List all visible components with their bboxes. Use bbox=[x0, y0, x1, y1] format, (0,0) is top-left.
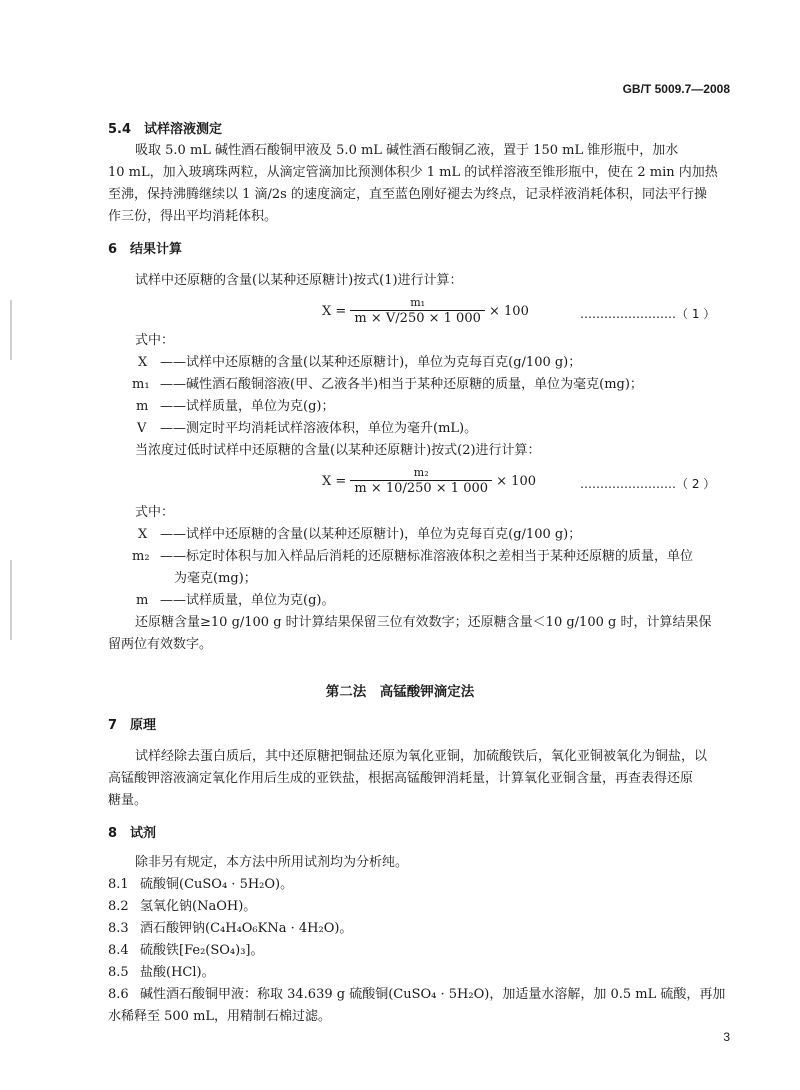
formula-1-multiplier: × 100 bbox=[489, 304, 529, 319]
item-8-1-number: 8.1 bbox=[108, 877, 129, 892]
def2-x-symbol: X bbox=[138, 527, 148, 542]
formula-1-number: ……………………（ 1 ） bbox=[580, 307, 716, 321]
section-5-4-heading: 5.4 试样溶液测定 bbox=[108, 122, 223, 137]
s7-line-1: 试样经除去蛋白质后，其中还原糖把铜盐还原为氧化亚铜，加硫酸铁后，氧化亚铜被氧化为铜盐，以 bbox=[135, 749, 708, 764]
item-8-3-number: 8.3 bbox=[108, 921, 129, 936]
s54-line-4: 作三份，得出平均消耗体积。 bbox=[108, 209, 278, 224]
item-8-2-text: 氢氧化钠(NaOH)。 bbox=[140, 899, 257, 914]
def1-m-text: ——试样质量，单位为克(g)； bbox=[160, 399, 335, 414]
formula-2-intro: 当浓度过低时试样中还原糖的含量(以某种还原糖计)按式(2)进行计算： bbox=[135, 443, 541, 458]
item-8-1-text: 硫酸铜(CuSO₄ · 5H₂O)。 bbox=[140, 877, 294, 892]
formula-1 bbox=[322, 296, 529, 327]
standard-number-header: GB/T 5009.7—2008 bbox=[622, 82, 730, 96]
item-8-4-text: 硫酸铁[Fe₂(SO₄)₃]。 bbox=[140, 943, 264, 958]
def1-m-symbol: m bbox=[136, 399, 149, 414]
formula-2-multiplier: × 100 bbox=[496, 474, 536, 489]
formula-2-fraction bbox=[350, 466, 492, 497]
s7-line-3: 糖量。 bbox=[108, 793, 148, 808]
item-8-3-text: 酒石酸钾钠(C₄H₄O₆KNa · 4H₂O)。 bbox=[140, 921, 353, 936]
def2-m-symbol: m bbox=[136, 593, 149, 608]
def2-m-text: ——试样质量，单位为克(g)。 bbox=[160, 593, 335, 608]
item-8-6-number: 8.6 bbox=[108, 987, 129, 1002]
def1-x-symbol: X bbox=[138, 355, 148, 370]
def1-m1-text: ——碱性酒石酸铜溶液(甲、乙液各半)相当于某种还原糖的质量，单位为毫克(mg)； bbox=[160, 377, 643, 392]
def1-v-symbol: V bbox=[137, 421, 147, 436]
precision-note-line-2: 留两位有效数字。 bbox=[108, 637, 213, 652]
s54-line-3: 至沸，保持沸腾继续以 1 滴/2s 的速度滴定，直至蓝色刚好褪去为终点，记录样液消耗体积，同法平行操 bbox=[108, 187, 707, 202]
formula-1-numerator: m₁ bbox=[350, 296, 484, 311]
formula-2-denominator: m × 10/250 × 1 000 bbox=[354, 481, 489, 496]
def2-m2-symbol: m₂ bbox=[132, 549, 150, 564]
formula-1-where: 式中： bbox=[135, 333, 175, 348]
formula-1-lhs: X = bbox=[322, 304, 347, 319]
section-6-heading: 6 结果计算 bbox=[108, 242, 183, 257]
page-number: 3 bbox=[723, 1030, 730, 1044]
scan-edge-mark bbox=[10, 560, 12, 640]
s8-intro: 除非另有规定，本方法中所用试剂均为分析纯。 bbox=[135, 855, 409, 870]
item-8-6-text: 碱性酒石酸铜甲液：称取 34.639 g 硫酸铜(CuSO₄ · 5H₂O)，加适量水溶解，加 0.5 mL 硫酸，再加 bbox=[140, 987, 726, 1002]
formula-2-lhs: X = bbox=[322, 474, 347, 489]
def2-m2-continuation: 为毫克(mg)； bbox=[174, 571, 257, 586]
formula-1-intro: 试样中还原糖的含量(以某种还原糖计)按式(1)进行计算： bbox=[135, 273, 463, 288]
item-8-5-number: 8.5 bbox=[108, 965, 129, 980]
item-8-4-number: 8.4 bbox=[108, 943, 129, 958]
formula-1-denominator: m × V/250 × 1 000 bbox=[354, 311, 481, 326]
s54-line-1: 吸取 5.0 mL 碱性酒石酸铜甲液及 5.0 mL 碱性酒石酸铜乙液，置于 150 mL 锥形瓶中，加水 bbox=[135, 143, 679, 158]
formula-2-numerator: m₂ bbox=[350, 466, 492, 481]
s54-line-2: 10 mL，加入玻璃珠两粒，从滴定管滴加比预测体积少 1 mL 的试样溶液至锥形瓶中，使在 2 min 内加热 bbox=[108, 165, 718, 180]
item-8-2-number: 8.2 bbox=[108, 899, 129, 914]
s7-line-2: 高锰酸钾溶液滴定氧化作用后生成的亚铁盐，根据高锰酸钾消耗量，计算氧化亚铜含量，再查表得还原 bbox=[108, 771, 694, 786]
item-8-6-continuation: 水稀释至 500 mL，用精制石棉过滤。 bbox=[108, 1009, 332, 1024]
def1-m1-symbol: m₁ bbox=[132, 377, 150, 392]
formula-1-fraction bbox=[350, 296, 484, 327]
scan-edge-mark bbox=[10, 300, 12, 360]
def2-x-text: ——试样中还原糖的含量(以某种还原糖计)，单位为克每百克(g/100 g)； bbox=[160, 527, 582, 542]
def1-x-text: ——试样中还原糖的含量(以某种还原糖计)，单位为克每百克(g/100 g)； bbox=[160, 355, 582, 370]
section-7-heading: 7 原理 bbox=[108, 718, 157, 733]
def1-v-text: ——测定时平均消耗试样溶液体积，单位为毫升(mL)。 bbox=[160, 421, 478, 436]
precision-note-line-1: 还原糖含量≥10 g/100 g 时计算结果保留三位有效数字；还原糖含量＜10 g/100 g 时，计算结果保 bbox=[135, 615, 712, 630]
formula-2-where: 式中： bbox=[135, 505, 175, 520]
formula-2 bbox=[322, 466, 536, 497]
formula-2-number: ……………………（ 2 ） bbox=[580, 477, 716, 491]
def2-m2-text: ——标定时体积与加入样品后消耗的还原糖标准溶液体积之差相当于某种还原糖的质量，单位 bbox=[160, 549, 694, 564]
method-2-title: 第二法 高锰酸钾滴定法 bbox=[325, 684, 475, 700]
section-8-heading: 8 试剂 bbox=[108, 826, 157, 841]
item-8-5-text: 盐酸(HCl)。 bbox=[140, 965, 215, 980]
